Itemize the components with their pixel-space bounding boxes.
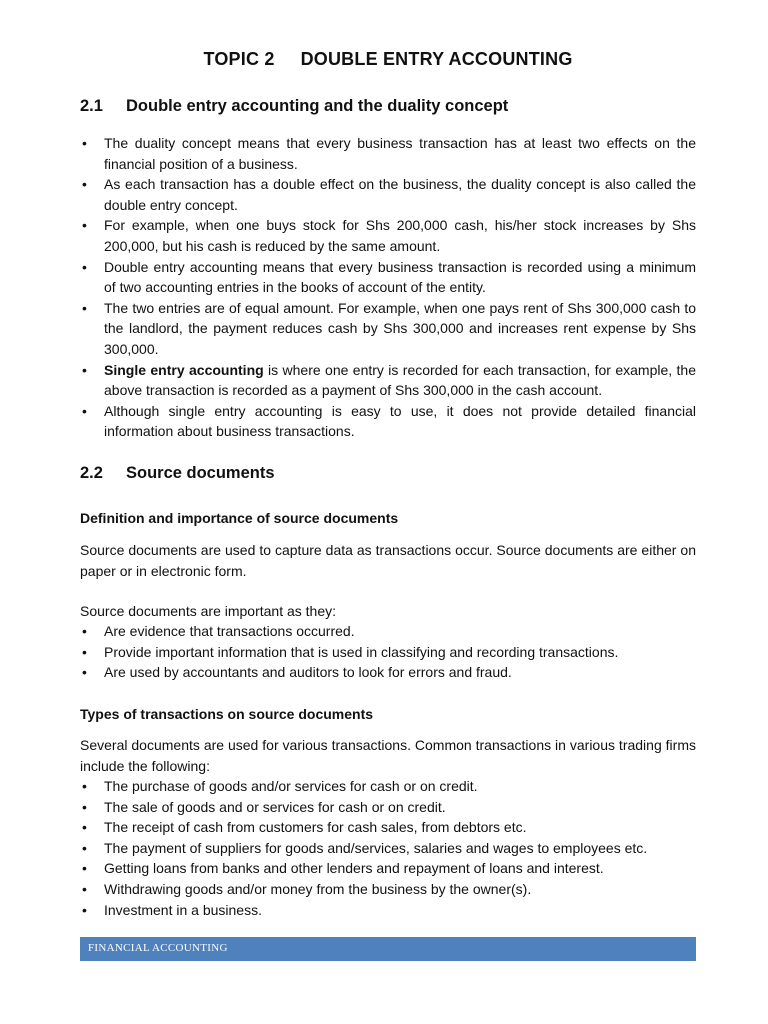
section-title: Double entry accounting and the duality concept: [126, 97, 509, 115]
list-item: • The purchase of goods and/or services for cash or on credit.: [80, 776, 696, 797]
list-item-text: is where one entry is recorded for each transaction, for example, the above transaction is recorded as a payment of Shs 300,000 in the cash account.: [104, 361, 696, 399]
paragraph: Several documents are used for various transactions. Common transactions in various trading firms include the following:: [80, 737, 696, 774]
page-title: TOPIC 2 DOUBLE ENTRY ACCOUNTING: [203, 49, 573, 69]
list-item: • Are evidence that transactions occurred.: [80, 621, 696, 642]
section-number: 2.1: [80, 97, 103, 115]
list-item: • As each transaction has a double effect on the business, the duality concept is also called the double entry concept.: [80, 174, 696, 215]
subheading-definition: Definition and importance of source documents: [80, 510, 399, 526]
list-item: • Although single entry accounting is easy to use, it does not provide detailed financial information about business transactions.: [80, 401, 696, 442]
list-item: • Double entry accounting means that every business transaction is recorded using a minimum of two accounting entries in the books of account of the entity.: [80, 257, 696, 298]
list-item: • The payment of suppliers for goods and/services, salaries and wages to employees etc.: [80, 838, 696, 859]
paragraph: Source documents are used to capture data as transactions occur. Source documents are either on paper or in electronic form.: [80, 542, 696, 579]
section-heading-2-1: [80, 97, 508, 116]
list-item: • Withdrawing goods and/or money from the business by the owner(s).: [80, 879, 696, 900]
bold-term: Single entry accounting: [104, 361, 264, 378]
paragraph: Source documents are important as they:: [80, 603, 337, 619]
importance-bullet-list: [80, 621, 696, 683]
list-item: • The two entries are of equal amount. For example, when one pays rent of Shs 300,000 cash to the landlord, the payment reduces cash by Shs 300,000 and increases rent expense by Shs 300,000.: [80, 298, 696, 360]
list-item: • Provide important information that is used in classifying and recording transactions.: [80, 642, 696, 663]
list-item: • The receipt of cash from customers for cash sales, from debtors etc.: [80, 817, 696, 838]
duality-bullet-list: [80, 133, 696, 442]
list-item: • Are used by accountants and auditors to look for errors and fraud.: [80, 662, 696, 683]
section-title: Source documents: [126, 464, 275, 482]
list-item: [80, 360, 696, 401]
section-heading-2-2: [80, 464, 275, 483]
list-item: • The sale of goods and or services for cash or on credit.: [80, 797, 696, 818]
transactions-bullet-list: [80, 776, 696, 920]
list-item: • The duality concept means that every business transaction has at least two effects on the financial position of a business.: [80, 133, 696, 174]
footer-bar: [80, 937, 696, 961]
footer-text: FINANCIAL ACCOUNTING: [88, 942, 228, 954]
list-item: • Getting loans from banks and other lenders and repayment of loans and interest.: [80, 858, 696, 879]
list-item: • For example, when one buys stock for Shs 200,000 cash, his/her stock increases by Shs 200,000, but his cash is reduced by the same amount.: [80, 215, 696, 256]
section-number: 2.2: [80, 464, 103, 482]
list-item: • Investment in a business.: [80, 900, 696, 921]
subheading-types: Types of transactions on source documents: [80, 706, 374, 722]
